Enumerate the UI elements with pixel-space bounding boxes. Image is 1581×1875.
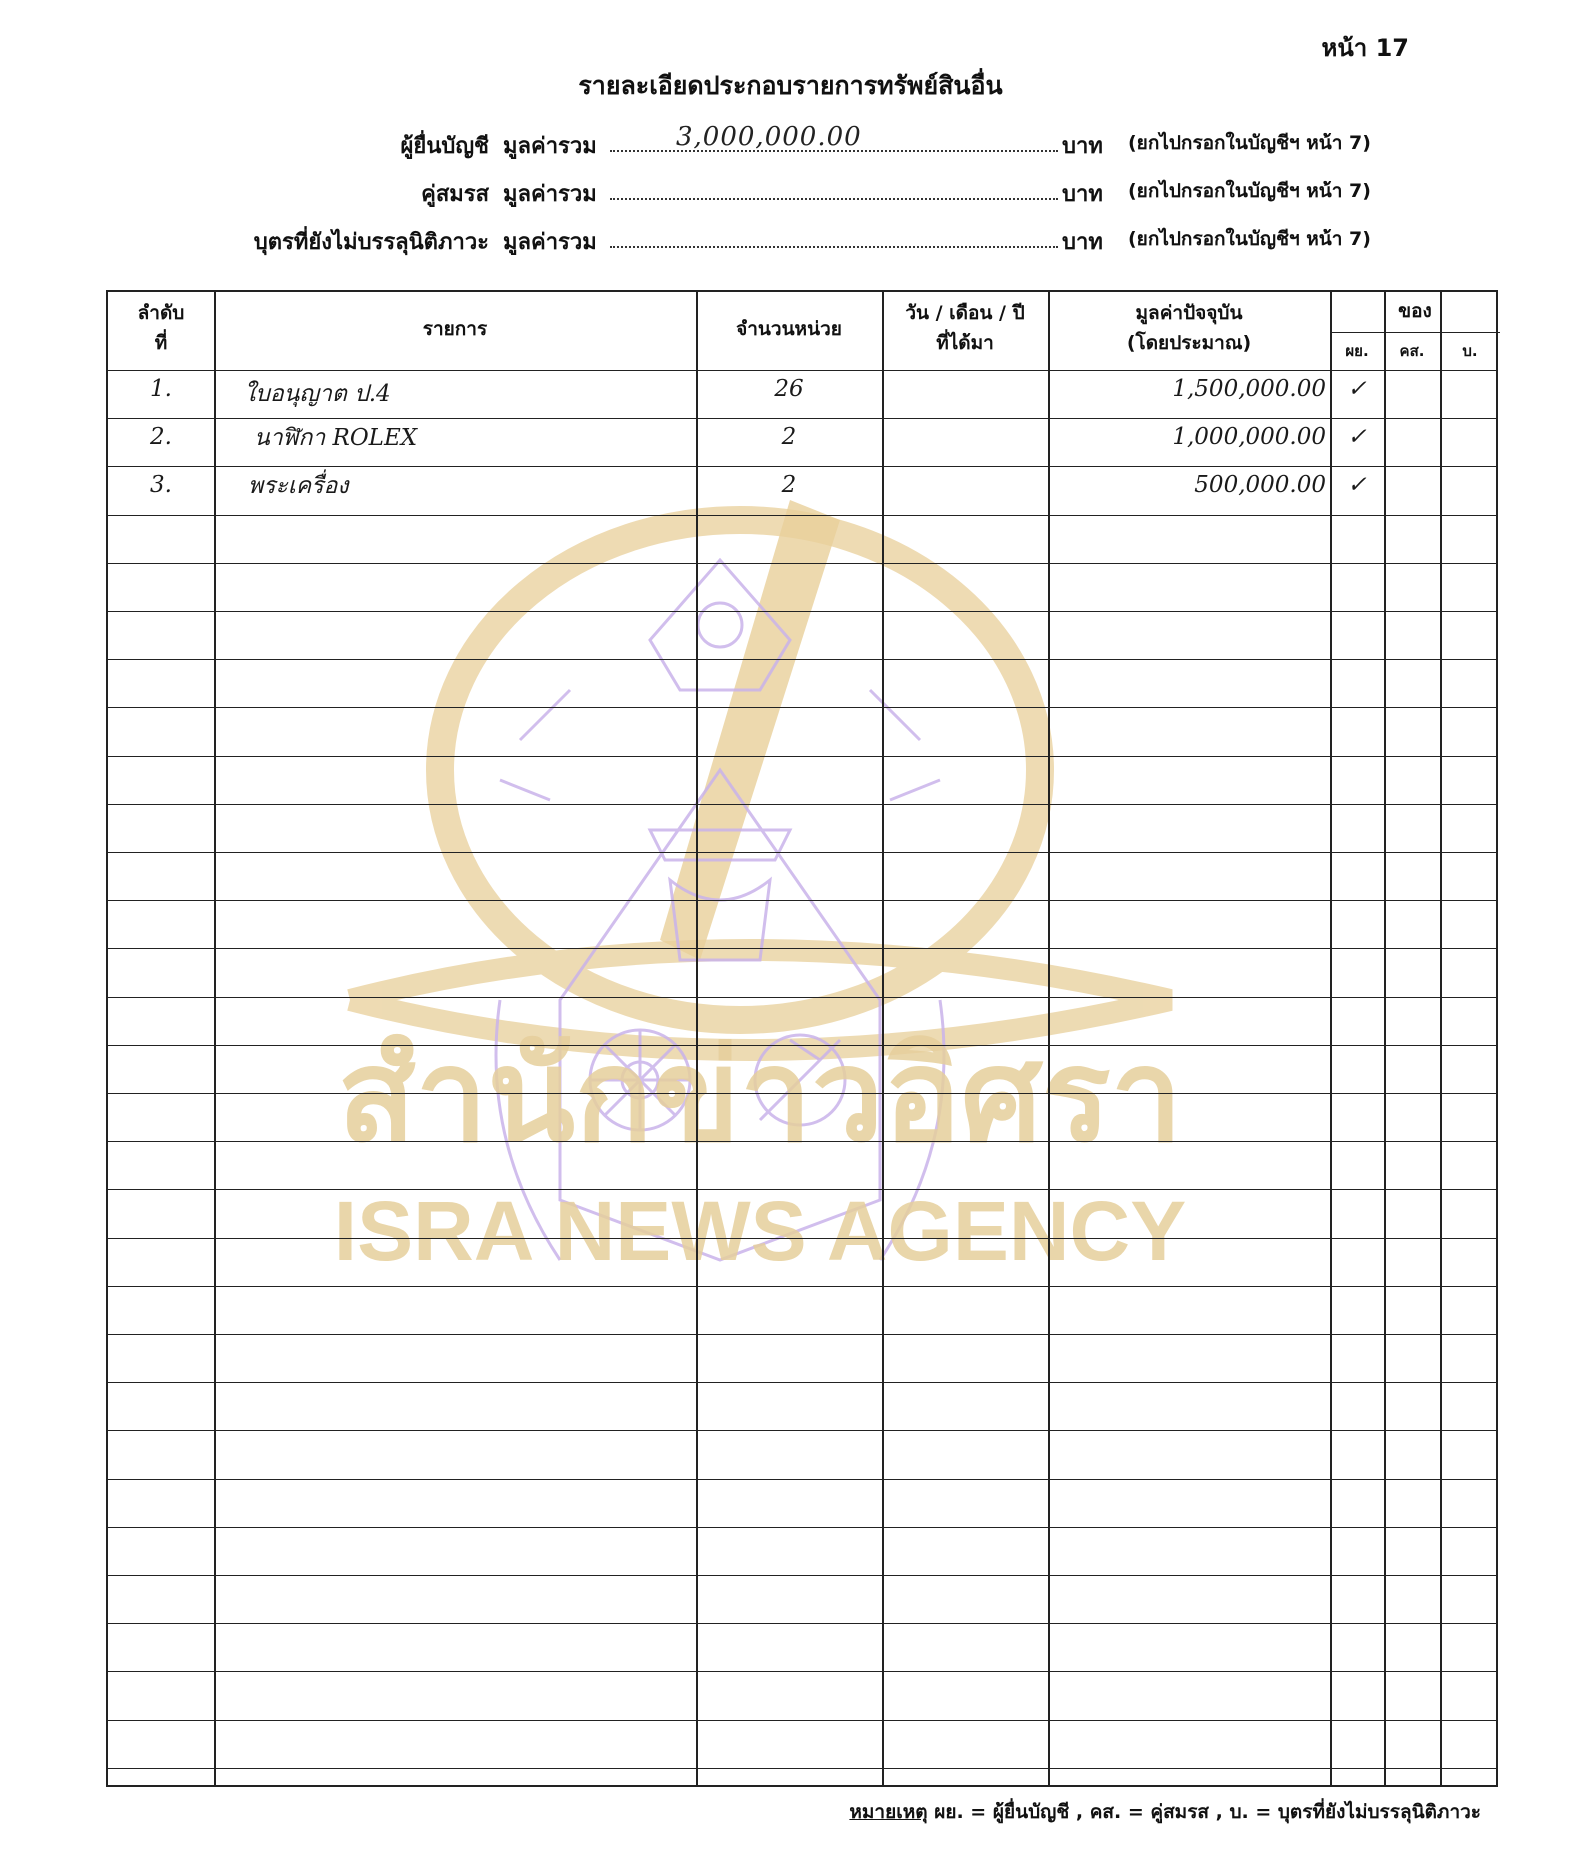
summary-dotted-line (610, 246, 1058, 248)
summary-unit: บาท (1062, 182, 1103, 207)
table-row-line (108, 659, 1496, 660)
column-divider (1440, 292, 1442, 1785)
summary-total-label: มูลค่ารวม (503, 230, 597, 255)
table-row-line (108, 563, 1496, 564)
table-row-line (108, 1334, 1496, 1335)
row-3-value: 500,000.00 (1194, 472, 1326, 498)
column-divider (1330, 292, 1332, 1785)
summary-child (0, 224, 1581, 264)
row-3-units: 2 (781, 472, 797, 498)
table-row-line (108, 756, 1496, 757)
table-row-line (108, 804, 1496, 805)
summary-declarant-value: 3,000,000.00 (676, 122, 862, 152)
table-row-line (108, 1720, 1496, 1721)
table-row-line (108, 1141, 1496, 1142)
header-owner-spouse: คส. (1399, 342, 1425, 360)
table-row-line (108, 1623, 1496, 1624)
row-3-item: พระเครื่อง (248, 473, 349, 499)
header-current-value: มูลค่าปัจจุบัน (โดยประมาณ) (1126, 302, 1252, 354)
summary-note: (ยกไปกรอกในบัญชีฯ หน้า 7) (1128, 228, 1371, 250)
summary-total-label: มูลค่ารวม (503, 134, 597, 159)
table-row-line (108, 515, 1496, 516)
table-row-line (108, 1768, 1496, 1769)
summary-spouse (0, 176, 1581, 216)
row-2-units: 2 (781, 424, 797, 450)
footer-note (849, 1797, 1481, 1827)
summary-spouse-label: คู่สมรส (421, 182, 489, 207)
header-item: รายการ (422, 318, 488, 340)
row-3-seq: 3. (150, 472, 172, 498)
table-row-line (108, 1430, 1496, 1431)
watermark-thai-text: สำนักข่าวอิศรา (337, 1025, 1183, 1168)
column-divider (882, 292, 884, 1785)
owner-header-divider (1330, 332, 1500, 333)
row-2-seq: 2. (150, 424, 172, 450)
table-row-line (108, 1286, 1496, 1287)
table-row-line (108, 1382, 1496, 1383)
column-divider (1048, 292, 1050, 1785)
watermark-english-text: ISRA NEWS AGENCY (333, 1184, 1187, 1278)
column-divider (214, 292, 216, 1785)
column-divider (696, 292, 698, 1785)
table-row-line (108, 1093, 1496, 1094)
row-2-value: 1,000,000.00 (1172, 424, 1326, 450)
row-1-value: 1,500,000.00 (1172, 376, 1326, 402)
summary-declarant (0, 122, 1581, 168)
row-3-declarant-check: ✓ (1347, 472, 1367, 498)
header-units: จำนวนหน่วย (736, 318, 842, 340)
asset-table (106, 290, 1498, 1787)
row-1-seq: 1. (150, 376, 172, 402)
summary-declarant-label: ผู้ยื่นบัญชี (400, 134, 489, 159)
table-row-line (108, 997, 1496, 998)
row-1-item: ใบอนุญาต ป.4 (244, 381, 391, 407)
table-row-line (108, 370, 1496, 371)
row-1-declarant-check: ✓ (1347, 376, 1367, 402)
header-owner: ของ (1398, 300, 1432, 322)
table-row-line (108, 1189, 1496, 1190)
header-owner-declarant: ผย. (1345, 342, 1369, 360)
table-row-line (108, 1045, 1496, 1046)
row-2-declarant-check: ✓ (1347, 424, 1367, 450)
summary-unit: บาท (1062, 230, 1103, 255)
table-row-line (108, 707, 1496, 708)
table-row-line (108, 611, 1496, 612)
summary-child-label: บุตรที่ยังไม่บรรลุนิติภาวะ (253, 230, 489, 255)
table-row-line (108, 1527, 1496, 1528)
form-title: รายละเอียดประกอบรายการทรัพย์สินอื่น (578, 71, 1003, 100)
header-owner-child: บ. (1462, 342, 1478, 360)
column-divider (1384, 292, 1386, 1785)
header-date-acquired: วัน / เดือน / ปี ที่ได้มา (905, 302, 1025, 354)
table-row-line (108, 1671, 1496, 1672)
table-row-line (108, 1238, 1496, 1239)
summary-dotted-line (610, 198, 1058, 200)
summary-total-label: มูลค่ารวม (503, 182, 597, 207)
summary-note: (ยกไปกรอกในบัญชีฯ หน้า 7) (1128, 132, 1371, 154)
header-seq: ลำดับ ที่ (137, 302, 185, 354)
footer-note-text: ผย. = ผู้ยื่นบัญชี , คส. = คู่สมรส , บ. = บุตรที่ยังไม่บรรลุนิติภาวะ (927, 1801, 1481, 1823)
table-row-line (108, 1479, 1496, 1480)
row-1-units: 26 (774, 376, 804, 402)
table-row-line (108, 948, 1496, 949)
page-number: หน้า 17 (1321, 34, 1409, 62)
summary-unit: บาท (1062, 134, 1103, 159)
footer-note-label: หมายเหตุ (849, 1801, 928, 1823)
summary-note: (ยกไปกรอกในบัญชีฯ หน้า 7) (1128, 180, 1371, 202)
table-row-line (108, 852, 1496, 853)
table-row-line (108, 900, 1496, 901)
row-2-item: นาฬิกา ROLEX (254, 425, 418, 451)
table-row-line (108, 1575, 1496, 1576)
